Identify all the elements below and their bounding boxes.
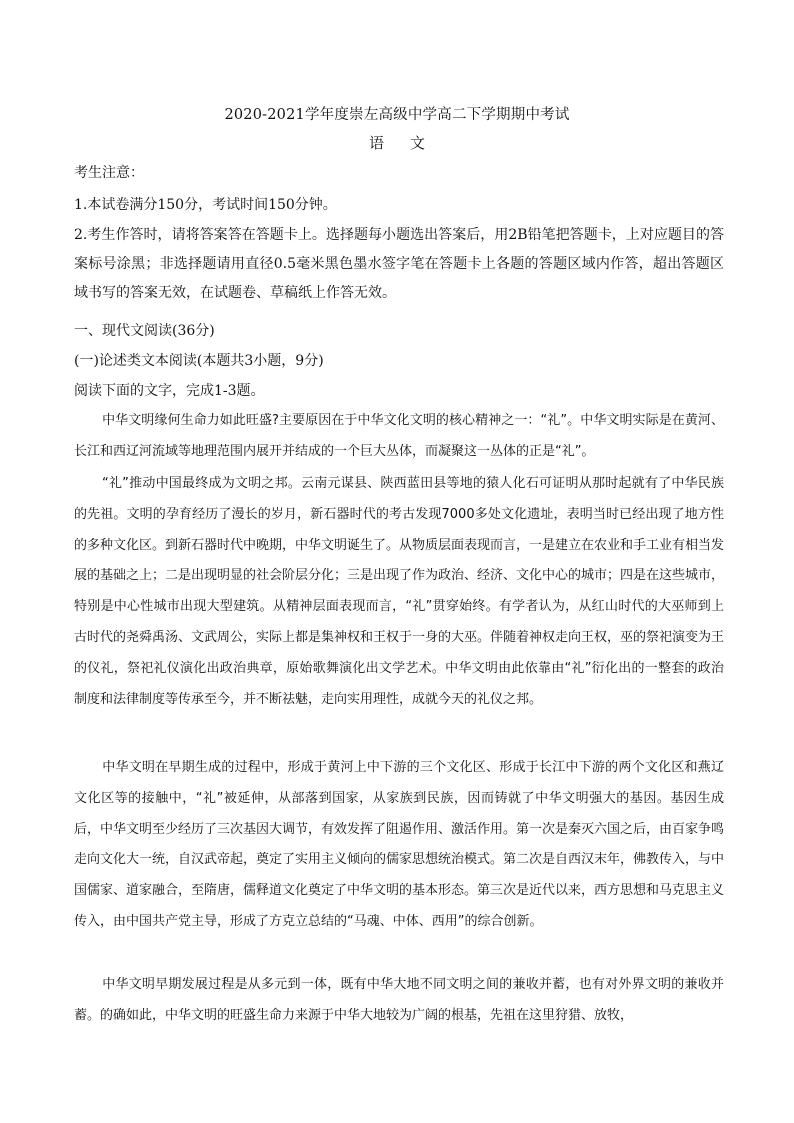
notice-heading: 考生注意： <box>74 165 144 181</box>
subject-char-1: 语 <box>368 134 384 152</box>
passage-paragraph-3: 中华文明在早期生成的过程中，形成于黄河上中下游的三个文化区、形成于长江中下游的两个文化区和燕辽文化区等的接触中，“礼”被延伸，从部落到国家，从家族到民族，因而铸就了中华文明强大的基因。基因生成后，中华文明至少经历了三次基因大调节，有效发挥了阻遏作用、激活作用。第一次是秦灭六国之后，由百家争鸣走向文化大一统，自汉武帝起，奠定了实用主义倾向的儒家思想统治模式。第二次是自西汉末年，佛教传入，与中国儒家、道家融合，至隋唐，儒释道文化奠定了中华文明的基本形态。第三次是近代以来，西方思想和马克思主义传入，由中国共产党主导，形成了方克立总结的“马魂、中体、西用”的综合创新。 <box>74 760 725 929</box>
reading-instruction: 阅读下面的文字，完成1-3题。 <box>74 383 265 399</box>
subject-char-2: 文 <box>410 134 426 152</box>
subsection-heading: (一)论述类文本阅读(本题共3小题，9分) <box>74 353 324 369</box>
notice-item-1: 1.本试卷满分150分，考试时间150分钟。 <box>74 197 337 213</box>
exam-title: 2020-2021学年度崇左高级中学高二下学期期中考试 <box>224 107 570 123</box>
passage-paragraph-1: 中华文明缘何生命力如此旺盛?主要原因在于中华文化文明的核心精神之一：“礼”。中华文明实际是在黄河、长江和西辽河流域等地理范围内展开并结成的一个巨大丛体，而凝聚这一丛体的正是“礼”。 <box>74 413 724 459</box>
section-heading: 一、现代文阅读(36分) <box>74 323 215 339</box>
subject-title <box>0 132 794 153</box>
passage-paragraph-4: 中华文明早期发展过程是从多元到一体，既有中华大地不同文明之间的兼收并蓄，也有对外界文明的兼收并蓄。的确如此，中华文明的旺盛生命力来源于中华大地较为广阔的根基，先祖在这里狩猎、放牧， <box>74 977 724 1023</box>
notice-item-2: 2.考生作答时，请将答案答在答题卡上。选择题每小题选出答案后，用2B铅笔把答题卡，上对应题目的答案标号涂黑；非选择题请用直径0.5毫米黑色墨水签字笔在答题卡上各题的答题区域内作答，超出答题区域书写的答案无效，在试题卷、草稿纸上作答无效。 <box>74 227 724 301</box>
passage-paragraph-2: “礼”推动中国最终成为文明之邦。云南元谋县、陕西蓝田县等地的猿人化石可证明从那时起就有了中华民族的先祖。文明的孕育经历了漫长的岁月，新石器时代的考古发现7000多处文化遗址，表明当时已经出现了地方性的多种文化区。到新石器时代中晚期，中华文明诞生了。从物质层面表现而言，一是建立在农业和手工业有相当发展的基础之上；二是出现明显的社会阶层分化；三是出现了作为政治、经济、文化中心的城市；四是在这些城市，特别是中心性城市出现大型建筑。从精神层面表现而言，“礼”贯穿始终。有学者认为，从红山时代的大巫师到上古时代的尧舜禹汤、文武周公，实际上都是集神权和王权于一身的大巫。伴随着神权走向王权，巫的祭祀演变为王的仪礼，祭祀礼仪演化出政治典章，原始歌舞演化出文学艺术。中华文明由此依靠由“礼”衍化出的一整套的政治制度和法律制度等传承至今，并不断祛魅，走向实用理性，成就今天的礼仪之邦。 <box>74 476 725 707</box>
